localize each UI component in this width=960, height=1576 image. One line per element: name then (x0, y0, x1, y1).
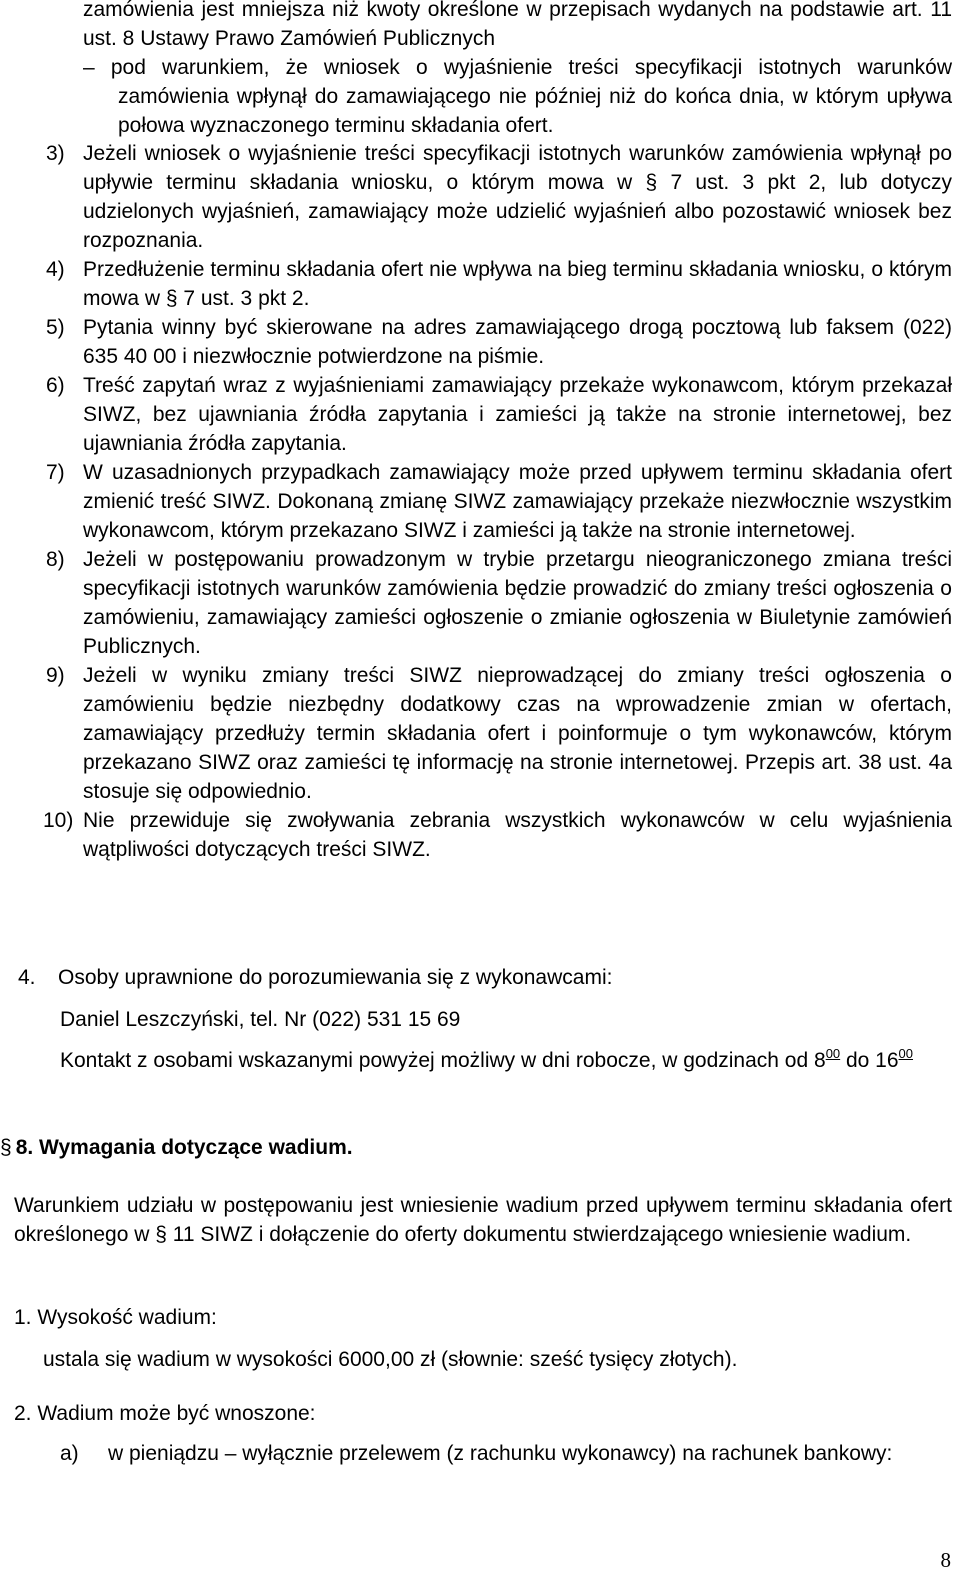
list-item (46, 545, 952, 661)
section-4-title: Osoby uprawnione do porozumiewania się z wykonawcami: (58, 966, 613, 989)
list-item (43, 806, 952, 864)
point-1-text: ustala się wadium w wysokości 6000,00 zł (słownie: sześć tysięcy złotych). (43, 1348, 738, 1371)
list-item-number: 10) (43, 809, 74, 832)
dash-paragraph (83, 53, 952, 140)
contact-person: Daniel Leszczyński, tel. Nr (022) 531 15 69 (60, 1008, 461, 1031)
list-item-number: 7) (46, 461, 65, 484)
list-item-number: 8) (46, 548, 65, 571)
list-item (46, 139, 952, 255)
point-1-label: 1. Wysokość wadium: (14, 1306, 217, 1329)
contact-hours-text: Kontakt z osobami wskazanymi powyżej możliwy w dni robocze, w godzinach od 8 (60, 1049, 826, 1072)
list-item (46, 661, 952, 806)
list-item-text: W uzasadnionych przypadkach zamawiający może przed upływem terminu składania ofert zmienić treść SIWZ. Dokonaną zmianę SIWZ zamawiający przekaże niezwłocznie wszystkim wykonawcom, którym przekazano SIWZ i zamieści ją także na stronie internetowej. (83, 461, 952, 542)
list-item-text: Przedłużenie terminu składania ofert nie wpływa na bieg terminu składania wniosku, o którym mowa w § 7 ust. 3 pkt 2. (83, 258, 952, 310)
point-2-label: 2. Wadium może być wnoszone: (14, 1402, 316, 1425)
contact-hours (60, 1046, 952, 1075)
item-a-text: w pieniądzu – wyłącznie przelewem (z rachunku wykonawcy) na rachunek bankowy: (108, 1442, 893, 1465)
intro-text: zamówienia jest mniejsza niż kwoty określone w przepisach wydanych na podstawie art. 11 ust. 8 Ustawy Prawo Zamówień Publicznych (83, 0, 952, 50)
section-8-body: Warunkiem udziału w postępowaniu jest wniesienie wadium przed upływem terminu składania ofert określonego w § 11 SIWZ i dołączenie do oferty dokumentu stwierdzającego wniesienie wadium. (14, 1194, 952, 1246)
list-item (46, 371, 952, 458)
list-item-text: Jeżeli w postępowaniu prowadzonym w trybie przetargu nieograniczonego zmiana treści specyfikacji istotnych warunków zamówienia będzie prowadzić do zmiany treści ogłoszenia o zamówieniu, zamawiający zamieści ogłoszenie o zmianie ogłoszenia w Biuletynie zamówień Publicznych. (83, 548, 952, 658)
list-item (46, 313, 952, 371)
section-sign: § (0, 1136, 12, 1159)
list-item (46, 458, 952, 545)
list-item-number: 6) (46, 374, 65, 397)
section-4-heading (18, 963, 948, 992)
hour-end-superscript: 00 (898, 1046, 914, 1061)
section-8-heading (0, 1133, 353, 1162)
section-8-title: 8. Wymagania dotyczące wadium. (15, 1136, 353, 1159)
intro-paragraph (83, 0, 952, 53)
item-a-label: a) (60, 1442, 79, 1465)
list-item-text: Jeżeli wniosek o wyjaśnienie treści specyfikacji istotnych warunków zamówienia wpłynął po upływie terminu składania wniosku, o którym mowa w § 7 ust. 3 pkt 2, lub dotyczy udzielonych wyjaśnień, zamawiający może udzielić wyjaśnień albo pozostawić wniosek bez rozpoznania. (83, 142, 952, 252)
clarification-list (43, 139, 952, 864)
section-4-number: 4. (18, 966, 36, 989)
list-item-number: 5) (46, 316, 65, 339)
list-item (46, 255, 952, 313)
list-item-text: Nie przewiduje się zwoływania zebrania wszystkich wykonawców w celu wyjaśnienia wątpliwości dotyczących treści SIWZ. (83, 809, 952, 861)
page-number: 8 (940, 1548, 951, 1572)
list-item-text: Pytania winny być skierowane na adres zamawiającego drogą pocztową lub faksem (022) 635 40 00 i niezwłocznie potwierdzone na piśmie. (83, 316, 952, 368)
dash-paragraph-text: – pod warunkiem, że wniosek o wyjaśnienie treści specyfikacji istotnych warunków zamówienia wpłynął do zamawiającego nie później niż do końca dnia, w którym upływa połowa wyznaczonego terminu składania ofert. (83, 56, 952, 137)
list-item-number: 3) (46, 142, 65, 165)
list-item-number: 9) (46, 664, 65, 687)
point-2-item-a (60, 1439, 952, 1468)
contact-hours-mid: do 16 (840, 1049, 899, 1072)
list-item-text: Treść zapytań wraz z wyjaśnieniami zamawiający przekaże wykonawcom, którym przekazał SIWZ, bez ujawniania źródła zapytania i zamieści ją także na stronie internetowej, bez ujawniania źródła zapytania. (83, 374, 952, 455)
list-item-number: 4) (46, 258, 65, 281)
list-item-text: Jeżeli w wyniku zmiany treści SIWZ nieprowadzącej do zmiany treści ogłoszenia o zamówieniu będzie niezbędny dodatkowy czas na wprowadzenie zmian w ofertach, zamawiający przedłuży termin składania ofert i poinformuje o tym wykonawców, którym przekazano SIWZ oraz zamieści tę informację na stronie internetowej. Przepis art. 38 ust. 4a stosuje się odpowiednio. (83, 664, 952, 803)
hour-start-superscript: 00 (825, 1046, 841, 1061)
